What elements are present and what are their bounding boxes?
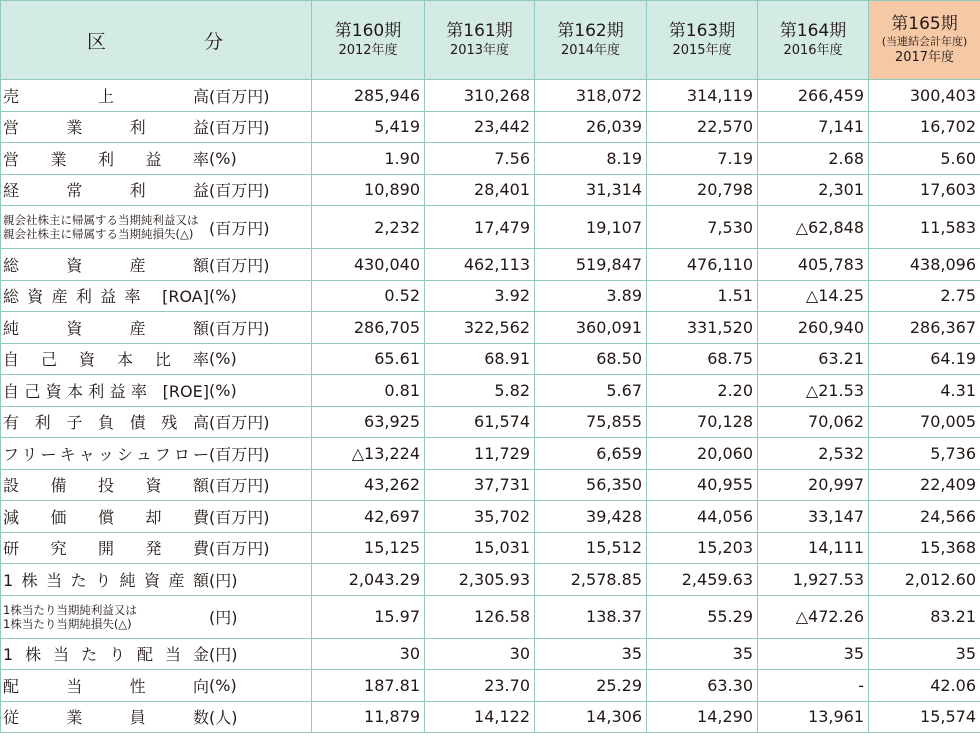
row-unit: (百万円) <box>209 218 270 238</box>
row-label: 純資産額 <box>3 318 209 338</box>
header-row <box>1 1 980 80</box>
value-cell: 6,659 <box>535 438 647 470</box>
table-row <box>1 174 980 206</box>
table-row <box>1 280 980 312</box>
value-cell: 5,419 <box>312 111 425 143</box>
value-cell: 70,005 <box>869 406 980 438</box>
row-label: フリーキャッシュフロー <box>3 444 209 464</box>
value-cell: 2,301 <box>758 174 869 206</box>
table-row <box>1 206 980 249</box>
row-unit: (人) <box>209 708 238 728</box>
value-cell: 56,350 <box>535 469 647 501</box>
table-row <box>1 469 980 501</box>
row-unit: (百万円) <box>209 476 270 496</box>
value-cell: 75,855 <box>535 406 647 438</box>
column-header-165 <box>869 1 980 80</box>
value-cell: 2.75 <box>869 280 980 312</box>
table-row <box>1 343 980 375</box>
row-unit: (%) <box>209 675 237 695</box>
row-label-cell <box>1 595 312 638</box>
value-cell: 314,119 <box>647 80 758 112</box>
value-cell: 15,368 <box>869 532 980 564</box>
row-unit: (百万円) <box>209 507 270 527</box>
row-label: 総資産額 <box>3 255 209 275</box>
period-label: 第165期 <box>891 14 958 34</box>
table-row <box>1 670 980 702</box>
row-label-cell <box>1 406 312 438</box>
row-label-cell <box>1 249 312 281</box>
value-cell: 2,532 <box>758 438 869 470</box>
value-cell: 11,729 <box>425 438 535 470</box>
row-label: 営業利益 <box>3 118 209 138</box>
value-cell: 20,997 <box>758 469 869 501</box>
row-label-cell <box>1 343 312 375</box>
column-header-161 <box>425 1 535 80</box>
row-label-cell <box>1 280 312 312</box>
table-row <box>1 80 980 112</box>
row-label-line1: 親会社株主に帰属する当期純利益又は <box>3 213 199 227</box>
row-unit: (%) <box>209 349 237 369</box>
row-unit: (円) <box>209 608 238 627</box>
row-unit: (百万円) <box>209 181 270 201</box>
row-label-cell <box>1 564 312 596</box>
value-cell: 65.61 <box>312 343 425 375</box>
value-cell: 7,530 <box>647 206 758 249</box>
row-label-cell <box>1 375 312 407</box>
value-cell: 63,925 <box>312 406 425 438</box>
value-cell: 37,731 <box>425 469 535 501</box>
value-cell: 68.50 <box>535 343 647 375</box>
value-cell: 15,203 <box>647 532 758 564</box>
row-unit: (百万円) <box>209 318 270 338</box>
value-cell: 266,459 <box>758 80 869 112</box>
value-cell: △62,848 <box>758 206 869 249</box>
value-cell: 5.60 <box>869 143 980 175</box>
table-row <box>1 532 980 564</box>
value-cell: 5.82 <box>425 375 535 407</box>
value-cell: 23.70 <box>425 670 535 702</box>
value-cell: 35 <box>535 638 647 670</box>
row-label-cell <box>1 670 312 702</box>
value-cell: 2,012.60 <box>869 564 980 596</box>
value-cell: 138.37 <box>535 595 647 638</box>
row-label-cell <box>1 206 312 249</box>
value-cell: 22,570 <box>647 111 758 143</box>
value-cell: 14,290 <box>647 701 758 733</box>
value-cell: 20,060 <box>647 438 758 470</box>
value-cell: 44,056 <box>647 501 758 533</box>
value-cell: 7,141 <box>758 111 869 143</box>
value-cell: 43,262 <box>312 469 425 501</box>
value-cell: 31,314 <box>535 174 647 206</box>
table-row <box>1 701 980 733</box>
row-label: 有利子負債残高 <box>3 413 209 433</box>
value-cell: 286,367 <box>869 312 980 344</box>
row-label: 設備投資額 <box>3 476 209 496</box>
table-row <box>1 375 980 407</box>
value-cell: 26,039 <box>535 111 647 143</box>
table-row <box>1 249 980 281</box>
row-label-cell <box>1 143 312 175</box>
value-cell: 24,566 <box>869 501 980 533</box>
row-label: 営業利益率 <box>3 149 209 169</box>
value-cell: △472.26 <box>758 595 869 638</box>
year-label: 2015年度 <box>672 43 732 58</box>
value-cell: 35 <box>869 638 980 670</box>
value-cell: 15,031 <box>425 532 535 564</box>
table-row <box>1 111 980 143</box>
value-cell: △13,224 <box>312 438 425 470</box>
year-label: 2013年度 <box>449 43 510 58</box>
current-year-note: (当連結会計年度) <box>881 35 968 48</box>
period-label: 第164期 <box>779 21 847 41</box>
value-cell: 0.52 <box>312 280 425 312</box>
table-row <box>1 143 980 175</box>
row-label <box>3 603 209 631</box>
value-cell: 462,113 <box>425 249 535 281</box>
table-row <box>1 438 980 470</box>
row-label: 経常利益 <box>3 181 209 201</box>
value-cell: 5,736 <box>869 438 980 470</box>
category-header <box>1 1 312 80</box>
value-cell: 17,603 <box>869 174 980 206</box>
value-cell: 35 <box>647 638 758 670</box>
value-cell: 68.75 <box>647 343 758 375</box>
row-label-line2: 親会社株主に帰属する当期純損失(△) <box>3 227 194 241</box>
row-label: 減価償却費 <box>3 507 209 527</box>
table-row <box>1 564 980 596</box>
value-cell: 15.97 <box>312 595 425 638</box>
row-label-cell <box>1 638 312 670</box>
row-label-cell <box>1 501 312 533</box>
value-cell: 42,697 <box>312 501 425 533</box>
row-unit: (百万円) <box>209 413 270 433</box>
column-header-162 <box>535 1 647 80</box>
row-label: 1株当たり配当金 <box>3 645 209 665</box>
value-cell: 7.19 <box>647 143 758 175</box>
value-cell: 519,847 <box>535 249 647 281</box>
value-cell: 2,305.93 <box>425 564 535 596</box>
value-cell: 25.29 <box>535 670 647 702</box>
value-cell: 17,479 <box>425 206 535 249</box>
row-unit: (百万円) <box>209 255 270 275</box>
row-label-cell <box>1 80 312 112</box>
table-row <box>1 595 980 638</box>
row-label: 従業員数 <box>3 708 209 728</box>
value-cell: 64.19 <box>869 343 980 375</box>
row-label-line2: 1株当たり当期純損失(△) <box>3 616 132 631</box>
value-cell: 3.89 <box>535 280 647 312</box>
row-unit: (百万円) <box>209 444 270 464</box>
value-cell: 63.30 <box>647 670 758 702</box>
period-label: 第162期 <box>557 21 624 41</box>
value-cell: 322,562 <box>425 312 535 344</box>
value-cell: 16,702 <box>869 111 980 143</box>
value-cell: 2,232 <box>312 206 425 249</box>
value-cell: 438,096 <box>869 249 980 281</box>
value-cell: 15,125 <box>312 532 425 564</box>
value-cell: 187.81 <box>312 670 425 702</box>
value-cell: 1.51 <box>647 280 758 312</box>
value-cell: 260,940 <box>758 312 869 344</box>
value-cell: 11,583 <box>869 206 980 249</box>
row-label-cell <box>1 174 312 206</box>
value-cell: 14,111 <box>758 532 869 564</box>
value-cell: 42.06 <box>869 670 980 702</box>
row-unit: (%) <box>209 148 237 168</box>
value-cell: 19,107 <box>535 206 647 249</box>
year-label: 2016年度 <box>783 43 843 58</box>
row-unit: (百万円) <box>209 118 270 138</box>
row-unit: (%) <box>209 380 237 400</box>
value-cell: 70,128 <box>647 406 758 438</box>
year-label: 2014年度 <box>560 43 621 58</box>
table-row <box>1 312 980 344</box>
row-label: 総資産利益率 [ROA] <box>3 287 209 307</box>
column-header-164 <box>758 1 869 80</box>
table-row <box>1 638 980 670</box>
value-cell: 11,879 <box>312 701 425 733</box>
value-cell: - <box>758 670 869 702</box>
value-cell: 35,702 <box>425 501 535 533</box>
value-cell: 63.21 <box>758 343 869 375</box>
value-cell: 3.92 <box>425 280 535 312</box>
value-cell: 300,403 <box>869 80 980 112</box>
value-cell: 68.91 <box>425 343 535 375</box>
row-label: 研究開発費 <box>3 539 209 559</box>
value-cell: 30 <box>312 638 425 670</box>
value-cell: 35 <box>758 638 869 670</box>
row-unit: (百万円) <box>209 86 270 106</box>
value-cell: 14,306 <box>535 701 647 733</box>
value-cell: 7.56 <box>425 143 535 175</box>
row-unit: (円) <box>209 645 238 665</box>
table-row <box>1 501 980 533</box>
value-cell: 55.29 <box>647 595 758 638</box>
row-label: 自己資本利益率 [ROE] <box>3 381 209 401</box>
value-cell: 23,442 <box>425 111 535 143</box>
value-cell: 0.81 <box>312 375 425 407</box>
category-header-left: 区 <box>86 30 108 53</box>
value-cell: 360,091 <box>535 312 647 344</box>
value-cell: 2,459.63 <box>647 564 758 596</box>
row-label <box>3 213 209 241</box>
value-cell: 405,783 <box>758 249 869 281</box>
value-cell: 10,890 <box>312 174 425 206</box>
period-label: 第161期 <box>446 21 513 41</box>
value-cell: 1.90 <box>312 143 425 175</box>
value-cell: △21.53 <box>758 375 869 407</box>
value-cell: 20,798 <box>647 174 758 206</box>
row-label: 配当性向 <box>3 676 209 696</box>
value-cell: 286,705 <box>312 312 425 344</box>
value-cell: 5.67 <box>535 375 647 407</box>
value-cell: 2,043.29 <box>312 564 425 596</box>
value-cell: 15,512 <box>535 532 647 564</box>
value-cell: 2,578.85 <box>535 564 647 596</box>
value-cell: 4.31 <box>869 375 980 407</box>
value-cell: 40,955 <box>647 469 758 501</box>
row-label-cell <box>1 438 312 470</box>
value-cell: 331,520 <box>647 312 758 344</box>
value-cell: 8.19 <box>535 143 647 175</box>
value-cell: 61,574 <box>425 406 535 438</box>
value-cell: 14,122 <box>425 701 535 733</box>
period-label: 第163期 <box>668 21 736 41</box>
value-cell: 83.21 <box>869 595 980 638</box>
value-cell: 28,401 <box>425 174 535 206</box>
period-label: 第160期 <box>334 21 402 41</box>
row-label-cell <box>1 111 312 143</box>
table-body <box>1 80 980 733</box>
row-label: 1株当たり純資産額 <box>3 570 209 590</box>
row-label: 自己資本比率 <box>3 350 209 370</box>
value-cell: 15,574 <box>869 701 980 733</box>
column-header-163 <box>647 1 758 80</box>
row-label-cell <box>1 312 312 344</box>
value-cell: 33,147 <box>758 501 869 533</box>
value-cell: 310,268 <box>425 80 535 112</box>
value-cell: 39,428 <box>535 501 647 533</box>
row-label: 売上高 <box>3 86 209 106</box>
column-header-160 <box>312 1 425 80</box>
value-cell: 13,961 <box>758 701 869 733</box>
row-label-cell <box>1 532 312 564</box>
value-cell: 126.58 <box>425 595 535 638</box>
value-cell: 2.20 <box>647 375 758 407</box>
row-label-line1: 1株当たり当期純利益又は <box>3 602 137 617</box>
category-header-right: 分 <box>204 30 226 53</box>
year-label: 2017年度 <box>894 50 955 65</box>
year-label: 2012年度 <box>338 43 398 58</box>
value-cell: △14.25 <box>758 280 869 312</box>
row-unit: (円) <box>209 570 238 590</box>
value-cell: 318,072 <box>535 80 647 112</box>
value-cell: 2.68 <box>758 143 869 175</box>
value-cell: 285,946 <box>312 80 425 112</box>
value-cell: 70,062 <box>758 406 869 438</box>
value-cell: 22,409 <box>869 469 980 501</box>
value-cell: 1,927.53 <box>758 564 869 596</box>
row-unit: (%) <box>209 286 237 306</box>
row-label-cell <box>1 469 312 501</box>
table-row <box>1 406 980 438</box>
value-cell: 30 <box>425 638 535 670</box>
row-unit: (百万円) <box>209 539 270 559</box>
row-label-cell <box>1 701 312 733</box>
value-cell: 476,110 <box>647 249 758 281</box>
value-cell: 430,040 <box>312 249 425 281</box>
